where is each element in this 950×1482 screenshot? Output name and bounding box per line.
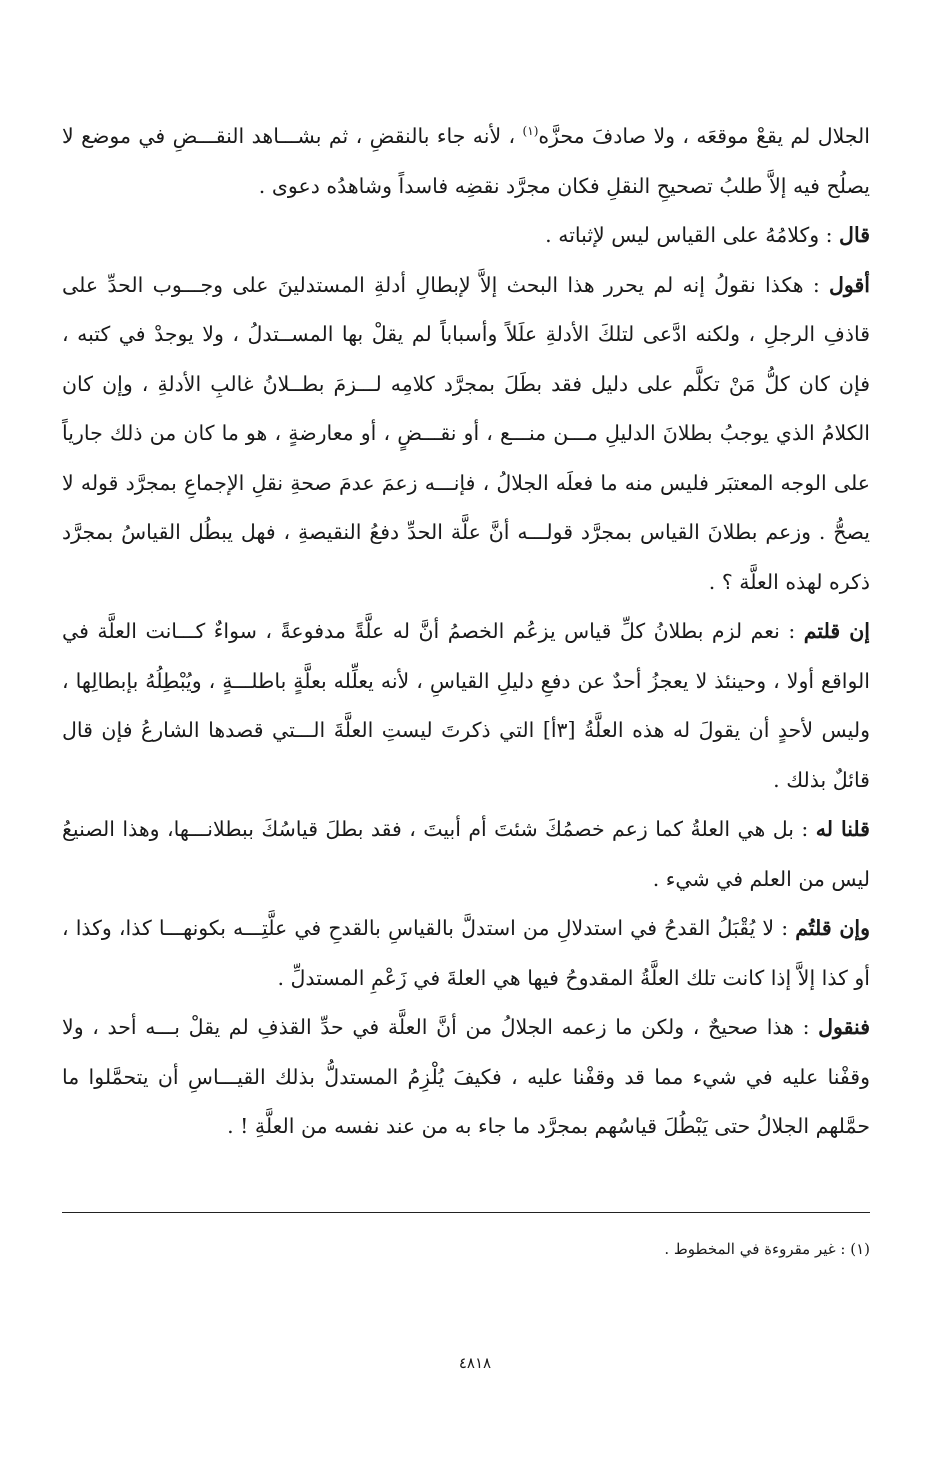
paragraph-lead-word: قال bbox=[839, 223, 870, 247]
page-number: ٤٨١٨ bbox=[458, 1354, 492, 1372]
paragraph-2 bbox=[62, 211, 870, 261]
footnote-reference: (١) bbox=[522, 124, 539, 139]
paragraph-lead-word: قلنا له bbox=[815, 817, 870, 841]
paragraph-7 bbox=[62, 1003, 870, 1152]
paragraph-3 bbox=[62, 261, 870, 608]
paragraph-6 bbox=[62, 904, 870, 1003]
paragraph-text: : بل هي العلةُ كما زعم خصمُكَ شئتَ أم أبيتَ ، فقد بطلَ قياسُكَ ببطلانـــها، وهذا الصنيعُ ليس من العلم في شيء . bbox=[62, 817, 870, 891]
paragraph-lead-word: فنقول bbox=[818, 1015, 870, 1039]
main-text-body bbox=[62, 112, 870, 1152]
paragraph-5 bbox=[62, 805, 870, 904]
paragraph-lead-word: إن قلتم bbox=[803, 619, 870, 643]
paragraph-text: : لا يُقْبَلُ القدحُ في استدلالِ من استدلَّ بالقياسِ بالقدحِ في علَّتِـــه بكونهـــا كذا، وكذا ، أو كذا إلاَّ إذا كانت تلك العلَّةُ المقدوحُ فيها هي العلةَ في زَعْمِ المستدلِّ . bbox=[62, 916, 870, 990]
paragraph-lead-word: أقول bbox=[829, 272, 870, 297]
paragraph-text: : وكلامُهُ على القياس ليس لإثباته . bbox=[545, 223, 840, 247]
paragraph-text: ، لأنه جاء بالنقضِ ، ثم بشـــاهد النقـــضِ في موضع لا يصلُح فيه إلاَّ طلبُ تصحيحِ النقلِ فكان مجرَّد نقضِه فاسداً وشاهدُه دعوى . bbox=[62, 124, 870, 198]
paragraph-text: : هكذا نقولُ إنه لم يحرر هذا البحث إلاَّ لإبطالِ أدلةِ المستدلينَ على وجـــوب الحدِّ على قاذفِ الرجلِ ، ولكنه ادَّعى لتلكَ الأدلةِ علَلاً وأسباباً لم يقلْ بها المســتدلُ ، ولا يوجدْ في كتبه ، فإن كان كلُّ مَنْ تكلَّم على دليل فقد بطَلَ بمجرَّد كلامِه لـــزمَ بطــلانُ غالبِ الأدلةِ ، وإن كان الكلامُ الذي يوجبُ بطلانَ الدليلِ مـــن منـــع ، أو نقـــضٍ ، أو معارضةٍ ، هو ما كان من ذلك جارياً على الوجه المعتبَر فليس منه ما فعلَه الجلالُ ، فإنـــه زعمَ عدمَ صحةِ نقلِ الإجماعِ بمجرَّد قوله لا يصحُّ . وزعم بطلانَ القياس بمجرَّد قولـــه أنَّ علَّة الحدِّ دفعُ النقيصةِ ، فهل يبطُل القياسُ بمجرَّد ذكره لهذه العلَّة ؟ . bbox=[62, 272, 870, 594]
paragraph-text: : هذا صحيحٌ ، ولكن ما زعمه الجلالُ من أنَّ العلَّة في حدِّ القذفِ لم يقلْ بـــه أحد ، ولا وقفْنا عليه في شيء مما قد وقفْنا عليه ، فكيفَ يُلْزِمُ المستدلُّ بذلك القيـــاسِ أن يتحمَّلوا ما حمَّلهم الجلالُ حتى يَبْطُلَ قياسُهم بمجرَّد ما جاء به من عند نفسه من العلَّةِ ! . bbox=[62, 1015, 870, 1138]
paragraph-text: الجلال لم يقعْ موقعَه ، ولا صادفَ محزَّه bbox=[538, 124, 870, 148]
footnote-divider bbox=[62, 1212, 870, 1213]
paragraph-1 bbox=[62, 112, 870, 211]
paragraph-lead-word: وإن قلتُم bbox=[795, 916, 871, 940]
paragraph-text: : نعم لزم بطلانُ كلِّ قياس يزعُم الخصمُ أنَّ له علَّةً مدفوعةً ، سواءٌ كـــانت العلَّة في الواقع أولا ، وحينئذ لا يعجزُ أحدٌ عن دفعِ دليلِ القياسِ ، لأنه يعلِّله بعلَّةٍ باطلـــةٍ ، ويُبْطِلُهُ بإبطالِها ، وليس لأحدٍ أن يقولَ له هذه العلَّةُ [٣أ] التي ذكرتَ ليستِ العلَّةَ الـــتي قصدها الشارعُ فإن قال قائلٌ بذلك . bbox=[62, 619, 870, 792]
footnote: (١) : غير مقروءة في المخطوط . bbox=[664, 1240, 870, 1258]
paragraph-4 bbox=[62, 607, 870, 805]
